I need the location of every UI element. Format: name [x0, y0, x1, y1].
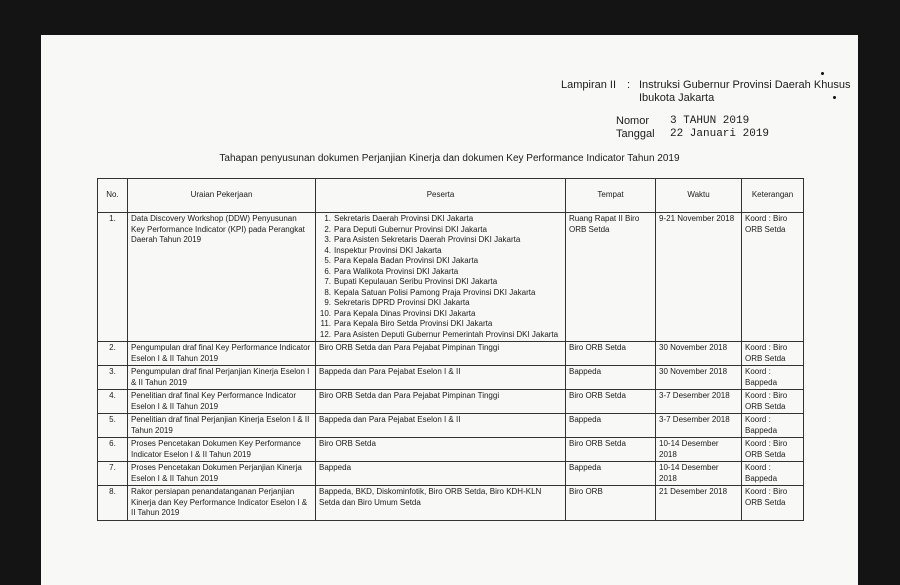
table-row [98, 486, 804, 521]
row-keterangan: Koord : Biro ORB Setda [742, 342, 804, 366]
lampiran-label: Lampiran II [561, 79, 617, 91]
list-item [319, 225, 562, 236]
row-waktu: 10-14 Desember 2018 [656, 438, 742, 462]
row-tempat: Biro ORB Setda [566, 390, 656, 414]
row-peserta: Bappeda dan Para Pejabat Eselon I & II [316, 414, 566, 438]
row-no: 6. [98, 438, 128, 462]
list-item-number: 2. [324, 224, 331, 234]
row-uraian: Proses Pencetakan Dokumen Perjanjian Kinerja Eselon I & II Tahun 2019 [128, 462, 316, 486]
document-page [41, 35, 858, 585]
list-item-number: 11. [320, 319, 331, 328]
lampiran-colon: : [627, 79, 631, 91]
list-item-text: Para Kepala Badan Provinsi DKI Jakarta [334, 256, 479, 265]
lampiran-text: Instruksi Gubernur Provinsi Daerah Khusus Ibukota Jakarta [639, 79, 851, 104]
row-waktu: 30 November 2018 [656, 342, 742, 366]
row-uraian: Proses Pencetakan Dokumen Key Performance Indicator Eselon I & II Tahun 2019 [128, 438, 316, 462]
list-item-text: Para Walikota Provinsi DKI Jakarta [334, 266, 459, 276]
row-no: 5. [98, 414, 128, 438]
list-item-number: 9. [324, 298, 331, 307]
row-keterangan: Koord : Bappeda [742, 462, 804, 486]
list-item-text: Para Asisten Sekretaris Daerah Provinsi DKI Jakarta [334, 235, 521, 244]
list-item [319, 267, 562, 278]
row-uraian: Pengumpulan draf final Key Performance Indicator Eselon I & II Tahun 2019 [128, 342, 316, 366]
row-tempat: Bappeda [566, 462, 656, 486]
row-uraian: Data Discovery Workshop (DDW) Penyusunan Key Performance Indicator (KPI) pada Perangkat Daerah Tahun 2019 [128, 213, 316, 342]
row-peserta: Biro ORB Setda dan Para Pejabat Pimpinan Tinggi [316, 390, 566, 414]
table-row [98, 414, 804, 438]
col-header-waktu: Waktu [656, 179, 742, 213]
list-item-number: 10. [319, 308, 331, 318]
row-tempat: Bappeda [566, 414, 656, 438]
list-item-number: 12. [319, 329, 331, 339]
col-header-keterangan: Keterangan [742, 179, 804, 213]
list-item-text: Para Deputi Gubernur Provinsi DKI Jakarta [334, 224, 487, 234]
list-item [319, 246, 562, 257]
row-waktu: 10-14 Desember 2018 [656, 462, 742, 486]
list-item-text: Sekretaris Daerah Provinsi DKI Jakarta [334, 214, 474, 223]
list-item [319, 319, 562, 330]
row-no: 2. [98, 342, 128, 366]
speck-mark [821, 72, 824, 75]
lampiran-header [561, 79, 869, 105]
row-tempat: Biro ORB Setda [566, 342, 656, 366]
row-uraian: Penelitian draf final Key Performance Indicator Eselon I & II Tahun 2019 [128, 390, 316, 414]
list-item-text: Para Asisten Deputi Gubernur Pemerintah Provinsi DKI Jakarta [334, 329, 559, 339]
peserta-list [319, 214, 562, 340]
table-row [98, 342, 804, 366]
row-peserta: Bappeda [316, 462, 566, 486]
table-row [98, 462, 804, 486]
col-header-peserta: Peserta [316, 179, 566, 213]
list-item-number: 6. [324, 266, 331, 276]
nomor-label: Nomor [616, 115, 650, 127]
document-title: Tahapan penyusunan dokumen Perjanjian Kinerja dan dokumen Key Performance Indicator Tahun 2019 [219, 153, 680, 164]
document-meta [616, 115, 769, 141]
row-keterangan: Koord : Bappeda [742, 414, 804, 438]
table-row [98, 438, 804, 462]
list-item-number: 7. [324, 277, 331, 286]
table-header-row [98, 179, 804, 213]
nomor-value: 3 TAHUN 2019 [670, 115, 750, 127]
list-item-number: 3. [324, 235, 331, 244]
row-peserta: Biro ORB Setda dan Para Pejabat Pimpinan Tinggi [316, 342, 566, 366]
row-peserta: Bappeda, BKD, Diskominfotik, Biro ORB Setda, Biro KDH-KLN Setda dan Biro Umum Setda [316, 486, 566, 521]
row-waktu: 3-7 Desember 2018 [656, 414, 742, 438]
list-item-text: Bupati Kepulauan Seribu Provinsi DKI Jakarta [334, 277, 498, 286]
col-header-no: No. [98, 179, 128, 213]
row-tempat: Biro ORB Setda [566, 438, 656, 462]
list-item [319, 309, 562, 320]
row-keterangan: Koord : Biro ORB Setda [742, 213, 804, 342]
schedule-table [97, 178, 804, 521]
list-item [319, 256, 562, 267]
list-item [319, 214, 562, 225]
list-item [319, 277, 562, 288]
row-tempat: Biro ORB [566, 486, 656, 521]
row-uraian: Rakor persiapan penandatanganan Perjanjian Kinerja dan Key Performance Indicator Eselon I & II Tahun 2019 [128, 486, 316, 521]
col-header-uraian: Uraian Pekerjaan [128, 179, 316, 213]
list-item-number: 1. [324, 214, 331, 223]
row-no: 4. [98, 390, 128, 414]
row-no: 1. [98, 213, 128, 342]
list-item-text: Inspektur Provinsi DKI Jakarta [334, 245, 442, 255]
row-waktu: 9-21 November 2018 [656, 213, 742, 342]
row-waktu: 3-7 Desember 2018 [656, 390, 742, 414]
table-row [98, 213, 804, 342]
row-waktu: 21 Desember 2018 [656, 486, 742, 521]
list-item [319, 235, 562, 246]
table-row [98, 366, 804, 390]
list-item-text: Para Kepala Dinas Provinsi DKI Jakarta [334, 308, 476, 318]
list-item-number: 8. [324, 287, 331, 297]
list-item [319, 298, 562, 309]
row-keterangan: Koord : Biro ORB Setda [742, 486, 804, 521]
tanggal-label: Tanggal [616, 128, 655, 140]
row-peserta: Biro ORB Setda [316, 438, 566, 462]
row-keterangan: Koord : Bappeda [742, 366, 804, 390]
list-item-text: Sekretaris DPRD Provinsi DKI Jakarta [334, 298, 470, 307]
row-tempat: Bappeda [566, 366, 656, 390]
row-waktu: 30 November 2018 [656, 366, 742, 390]
row-keterangan: Koord : Biro ORB Setda [742, 438, 804, 462]
col-header-tempat: Tempat [566, 179, 656, 213]
row-no: 7. [98, 462, 128, 486]
list-item-number: 5. [324, 256, 331, 265]
row-no: 3. [98, 366, 128, 390]
row-no: 8. [98, 486, 128, 521]
list-item-text: Para Kepala Biro Setda Provinsi DKI Jakarta [334, 319, 493, 328]
row-peserta: Bappeda dan Para Pejabat Eselon I & II [316, 366, 566, 390]
list-item [319, 330, 562, 341]
list-item-number: 4. [324, 245, 331, 255]
list-item-text: Kepala Satuan Polisi Pamong Praja Provinsi DKI Jakarta [334, 287, 536, 297]
row-uraian: Penelitian draf final Perjanjian Kinerja Eselon I & II Tahun 2019 [128, 414, 316, 438]
row-peserta [316, 213, 566, 342]
row-tempat: Ruang Rapat II Biro ORB Setda [566, 213, 656, 342]
list-item [319, 288, 562, 299]
tanggal-value: 22 Januari 2019 [670, 128, 770, 140]
table-row [98, 390, 804, 414]
row-keterangan: Koord : Biro ORB Setda [742, 390, 804, 414]
row-uraian: Pengumpulan draf final Perjanjian Kinerja Eselon I & II Tahun 2019 [128, 366, 316, 390]
